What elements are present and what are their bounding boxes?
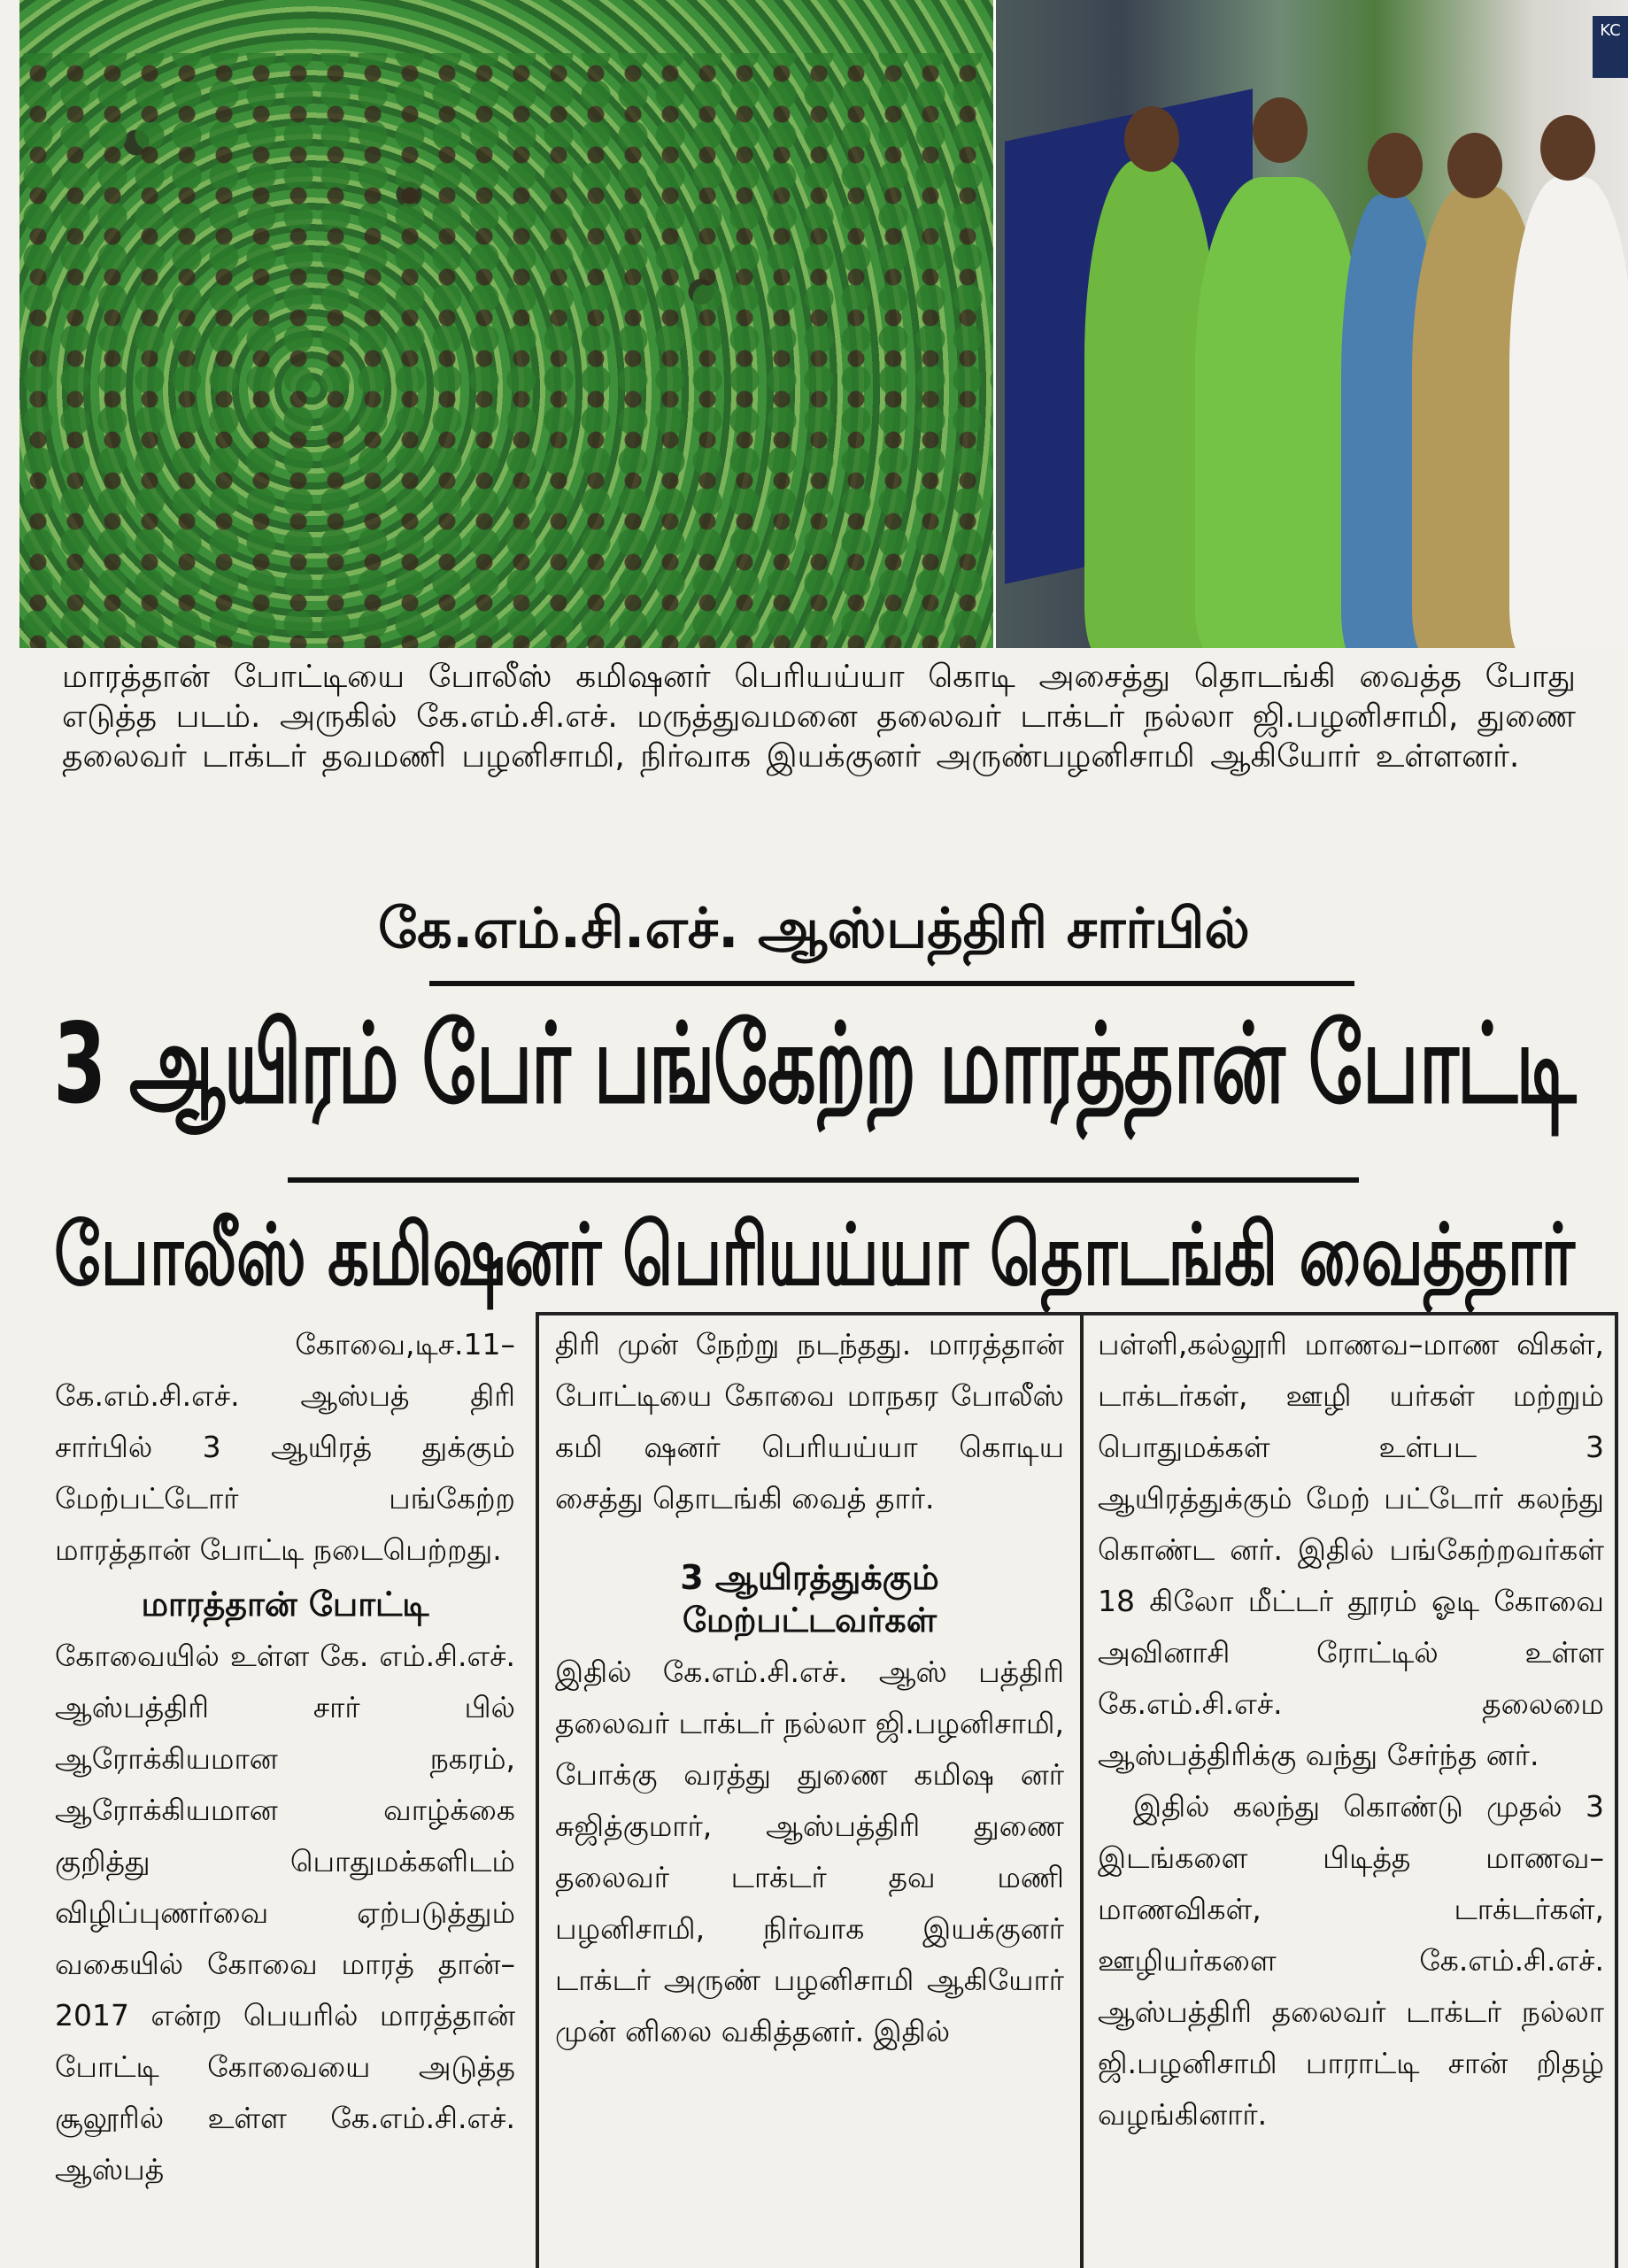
column-divider xyxy=(1080,1312,1084,2268)
article-column-2 xyxy=(555,1319,1064,2057)
person-figure xyxy=(1195,177,1363,648)
section-heading xyxy=(555,1556,1064,1641)
article-column-1 xyxy=(55,1319,515,2195)
article-paragraph: கே.எம்.சி.எச். ஆஸ்பத் திரி சார்பில் 3 ஆயிரத் துக்கும் மேற்பட்டோர் பங்கேற்ற மாரத்தான் போட்டி நடைபெற்றது. xyxy=(55,1378,515,1567)
article-paragraph: இதில் கலந்து கொண்டு முதல் 3 இடங்களை பிடித்த மாணவ–மாணவிகள், டாக்டர்கள், ஊழியர்களை கே.எம்.சி.எச். ஆஸ்பத்திரி தலைவர் டாக்டர் நல்லா ஜி.பழனிசாமி பாராட்டி சான் றிதழ் வழங்கினார். xyxy=(1098,1789,1604,2132)
article-paragraph: கோவையில் உள்ள கே. எம்.சி.எச். ஆஸ்பத்திரி சார் பில் ஆரோக்கியமான நகரம், ஆரோக்கியமான வாழ்க்கை குறித்து பொதுமக்களிடம் விழிப்புணர்வை ஏற்படுத்தும் வகையில் கோவை மாரத் தான்– 2017 என்ற பெயரில் மாரத்தான் போட்டி கோவையை அடுத்த சூலூரில் உள்ள கே.எம்.சி.எச். ஆஸ்பத் xyxy=(55,1639,515,2187)
section-heading-line: 3 ஆயிரத்துக்கும் xyxy=(680,1558,939,1597)
article-paragraph: திரி முன் நேற்று நடந்தது. மாரத்தான் போட்டியை கோவை மாநகர போலீஸ் கமி ஷனர் பெரியய்யா கொடிய சைத்து தொடங்கி வைத் தார். xyxy=(555,1327,1064,1516)
person-head xyxy=(1124,106,1179,172)
section-heading-line: மேற்பட்டவர்கள் xyxy=(682,1601,937,1639)
column-divider xyxy=(1615,1312,1618,2268)
person-head xyxy=(1540,115,1595,181)
article-paragraph: பள்ளி,கல்லூரி மாணவ–மாண விகள், டாக்டர்கள், ஊழி யர்கள் மற்றும் பொதுமக்கள் உள்பட 3 ஆயிரத்துக்கும் மேற் பட்டோர் கலந்து கொண்ட னர். இதில் பங்கேற்றவர்கள் 18 கிலோ மீட்டர் தூரம் ஓடி கோவை அவினாசி ரோட்டில் உள்ள கே.எம்.சி.எச். தலைமை ஆஸ்பத்திரிக்கு வந்து சேர்ந்த னர். xyxy=(1098,1327,1604,1772)
crowd-photo xyxy=(19,0,996,648)
article-column-3 xyxy=(1098,1319,1604,2141)
dateline: கோவை,டிச.11– xyxy=(295,1327,515,1362)
person-head xyxy=(1253,97,1308,163)
kicker-headline: கே.எம்.சி.எச். ஆஸ்பத்திரி சார்பில் xyxy=(378,896,1250,960)
headline-rule-top xyxy=(429,981,1354,986)
person-head xyxy=(1447,133,1502,198)
photo-caption: மாரத்தான் போட்டியை போலீஸ் கமிஷனர் பெரியய்யா கொடி அசைத்து தொடங்கி வைத்த போது எடுத்த படம். அருகில் கே.எம்.சி.எச். மருத்துவமனை தலைவர் டாக்டர் நல்லா ஜி.பழனிசாமி, துணை தலைவர் டாக்டர் தவமணி பழனிசாமி, நிர்வாக இயக்குனர் அருண்பழனிசாமி ஆகியோர் உள்ளனர். xyxy=(62,659,1576,775)
person-figure xyxy=(1509,177,1628,648)
section-heading: மாரத்தான் போட்டி xyxy=(141,1585,429,1624)
headline-rule-bottom xyxy=(288,1177,1359,1183)
crowd-photo-texture xyxy=(19,53,993,648)
person-head xyxy=(1368,133,1423,198)
column-divider xyxy=(536,1312,539,2268)
sub-headline: போலீஸ் கமிஷனர் பெரியய்யா தொடங்கி வைத்தார் xyxy=(53,1206,1575,1305)
main-headline: 3 ஆயிரம் பேர் பங்கேற்ற மாரத்தான் போட்டி xyxy=(53,1000,1575,1129)
logo-badge: KC xyxy=(1593,16,1628,78)
stage-photo xyxy=(996,0,1628,648)
column-rule-top xyxy=(536,1312,1616,1315)
article-paragraph: இதில் கே.எம்.சி.எச். ஆஸ் பத்திரி தலைவர் டாக்டர் நல்லா ஜி.பழனிசாமி, போக்கு வரத்து துணை கமிஷ னர் சுஜித்குமார், ஆஸ்பத்திரி துணை தலைவர் டாக்டர் தவ மணி பழனிசாமி, நிர்வாக இயக்குனர் டாக்டர் அருண் பழனிசாமி ஆகியோர் முன் னிலை வகித்தனர். இதில் xyxy=(555,1655,1064,2048)
